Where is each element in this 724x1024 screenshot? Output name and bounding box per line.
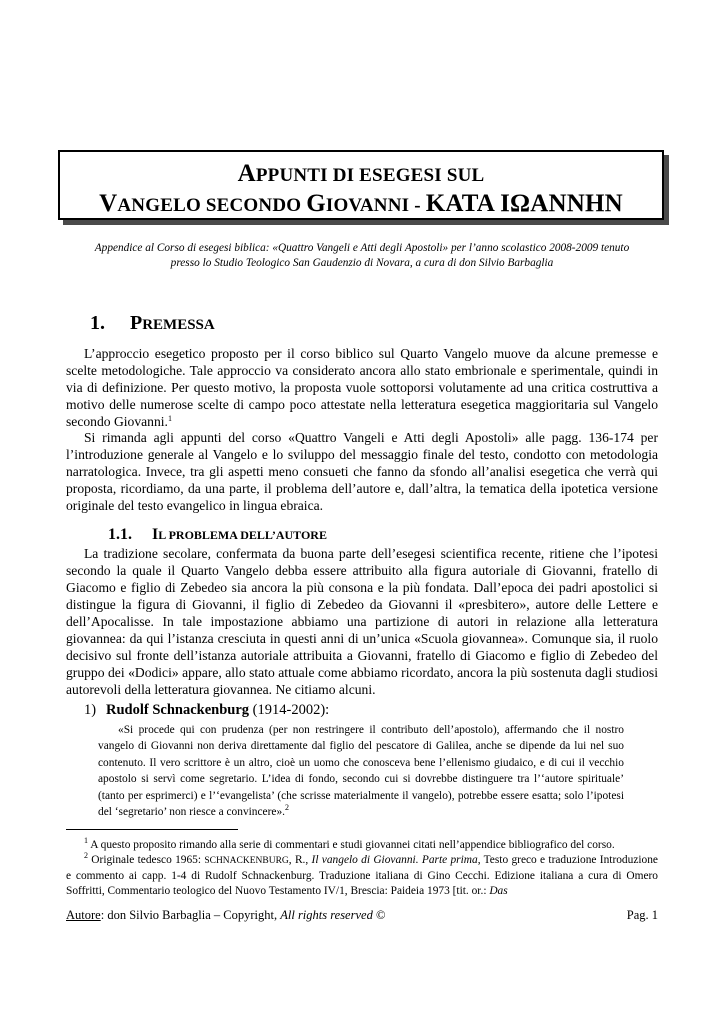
copyright-symbol: © bbox=[372, 908, 386, 922]
page-number: Pag. 1 bbox=[626, 908, 658, 922]
subtitle: Appendice al Corso di esegesi biblica: «Quattro Vangeli e Atti degli Apostoli» per l’anno scolastico 2008-2009 tenuto presso lo Studio Teologico San Gaudenzio di Novara, a cura di don Silvio Barbaglia bbox=[94, 242, 630, 269]
list-number: 1) bbox=[84, 702, 97, 718]
footnote-text: A questo proposito rimando alla serie di commentari e studi giovannei citati nell’appendice bibliografico del corso. bbox=[88, 839, 615, 851]
section-title: REMESSA bbox=[142, 317, 215, 333]
paragraph-text: La tradizione secolare, confermata da buona parte dell’esegesi scientifica recente, ritiene che l’ipotesi secondo la quale il Quarto Vangelo debba essere attribuito alla figura autoriale di Giovanni, fratello di Giacomo e figlio di Zebedeo sia ancora la più consona e la più fondata. Dall’epoca dei padri apostolici si distingue la figura di Giovanni, il figlio di Zebedeo da Giovanni il «presbitero», autore delle Lettere e dell’Apocalisse. In tale impostazione abbiamo una partizione di autori in relazione alla letteratura giovannea: da qui l’istanza cresciuta in questi anni di un’unica «Scuola giovannea». Comunque sia, il ruolo decisivo sul fronte dell’istanza autoriale attribuita a Giovanni, fratello di Giacomo e figlio di Zebedeo del gruppo dei «Dodici» appare, allo stato attuale come abbiamo ricordato, ancora la più sostenuta dagli studiosi autorevoli della letteratura giovannea. Ne citiamo alcuni. bbox=[66, 546, 658, 697]
subsection-initial: I bbox=[152, 526, 159, 543]
footer-rights: All rights reserved bbox=[280, 908, 373, 922]
title-initial: A bbox=[237, 160, 256, 187]
quote-text: «Si procede qui con prudenza (per non restringere il contributo dell’apostolo), affermando che il nostro vangelo di Giovanni non deriva direttamente dal figlio del pescatore di Galilea, anche se dipende da lui nel suo contenuto. Il vero scrittore è un altro, cioè un uomo che conosceva bene l’ellenismo giudaico, e di cui il vecchio apostolo si servì come segretario. L’idea di fondo, secondo cui si dovrebbe distinguere tra l’‘autore spirituale’ (tanto per esprimerci) e l’‘evangelista’ (che scrisse materialmente il vangelo), potrebbe essere esatta; solo l’ipotesi del ‘segretario’ non riesce a convincere». bbox=[98, 724, 624, 819]
paragraph-rimando bbox=[66, 429, 658, 514]
section-initial: P bbox=[130, 312, 143, 334]
paragraph-text: Si rimanda agli appunti del corso «Quattro Vangeli e Atti degli Apostoli» alle pagg. 136-174 per l’introduzione generale al Vangelo e lo sviluppo del messaggio finale del testo, condotto con metodologia narratologica. Invece, tra gli aspetti meno consueti che fanno da sfondo all’analisi esegetica che verrà qui proposta, ricordiamo, da una parte, il problema dell’autore e, dall’altra, la tematica della ipotetica versione originale del testo evangelico in lingua ebraica. bbox=[66, 430, 658, 513]
footnote-book-title: Il vangelo di Giovanni. Parte prima bbox=[311, 854, 478, 866]
title-text: IOVANNI - bbox=[325, 195, 426, 216]
title-box bbox=[58, 150, 664, 220]
footnote-original-title: Das bbox=[489, 885, 508, 897]
section-number: 1. bbox=[90, 312, 105, 334]
footer-text: : don Silvio Barbaglia – Copyright, bbox=[100, 908, 281, 922]
footnote-2 bbox=[66, 853, 658, 899]
title-line-2 bbox=[60, 190, 662, 218]
footnote-mark: 1 bbox=[84, 836, 88, 845]
footer-copyright bbox=[66, 908, 385, 923]
subsection-number: 1.1. bbox=[108, 526, 132, 543]
footer-label: Autore bbox=[66, 908, 101, 922]
title-initial: G bbox=[306, 190, 326, 217]
footnote-text: , R., bbox=[288, 854, 312, 866]
footnote-author: SCHNACKENBURG bbox=[204, 856, 289, 866]
title-line-1 bbox=[60, 160, 662, 188]
subsection-heading-1-1 bbox=[108, 526, 327, 544]
subsection-title: L PROBLEMA DELL’AUTORE bbox=[158, 528, 327, 542]
scholar-name: Rudolf Schnackenburg bbox=[106, 702, 250, 718]
footnote-separator bbox=[66, 829, 238, 830]
title-text: ANGELO SECONDO bbox=[117, 195, 307, 216]
footnote-ref: 2 bbox=[285, 803, 290, 813]
title-text: PPUNTI DI ESEGESI SUL bbox=[255, 165, 485, 186]
footnote-ref: 1 bbox=[167, 414, 172, 423]
footnote-1 bbox=[66, 838, 658, 853]
list-item bbox=[84, 702, 329, 719]
paragraph-text: L’approccio esegetico proposto per il corso biblico sul Quarto Vangelo muove da alcune premesse e scelte metodologiche. Tale approccio va considerato ancora allo stato embrionale e sperimentale, quindi in via di definizione. Per questo motivo, la proposta vuole sottoporsi volutamente ad una critica costruttiva a motivo delle numerose scelte di campo poco attestate nella letteratura esegetica maggioritaria sul Vangelo secondo Giovanni. bbox=[66, 346, 658, 429]
footnote-text: Originale tedesco 1965: bbox=[88, 854, 205, 866]
section-heading-1 bbox=[90, 312, 215, 335]
scholar-dates: (1914-2002): bbox=[249, 702, 330, 718]
footnote-text: , Testo greco e traduzione Introduzione e commento ai capp. 1-4 di Rudolf Schnackenburg. Traduzione italiana di Gino Cecchi. Edizione italiana a cura di Omero Soffritti, Commentario teologico del Nuovo Testamento IV/1, Brescia: Paideia 1973 [tit. or.: bbox=[66, 854, 658, 897]
footnote-mark: 2 bbox=[84, 851, 88, 860]
block-quote bbox=[98, 722, 624, 820]
title-initial: V bbox=[99, 190, 118, 217]
paragraph-premessa bbox=[66, 345, 658, 430]
paragraph-autore bbox=[66, 545, 658, 698]
title-greek-text: KATA ΙΩΑΝΝΗΝ bbox=[425, 190, 623, 217]
